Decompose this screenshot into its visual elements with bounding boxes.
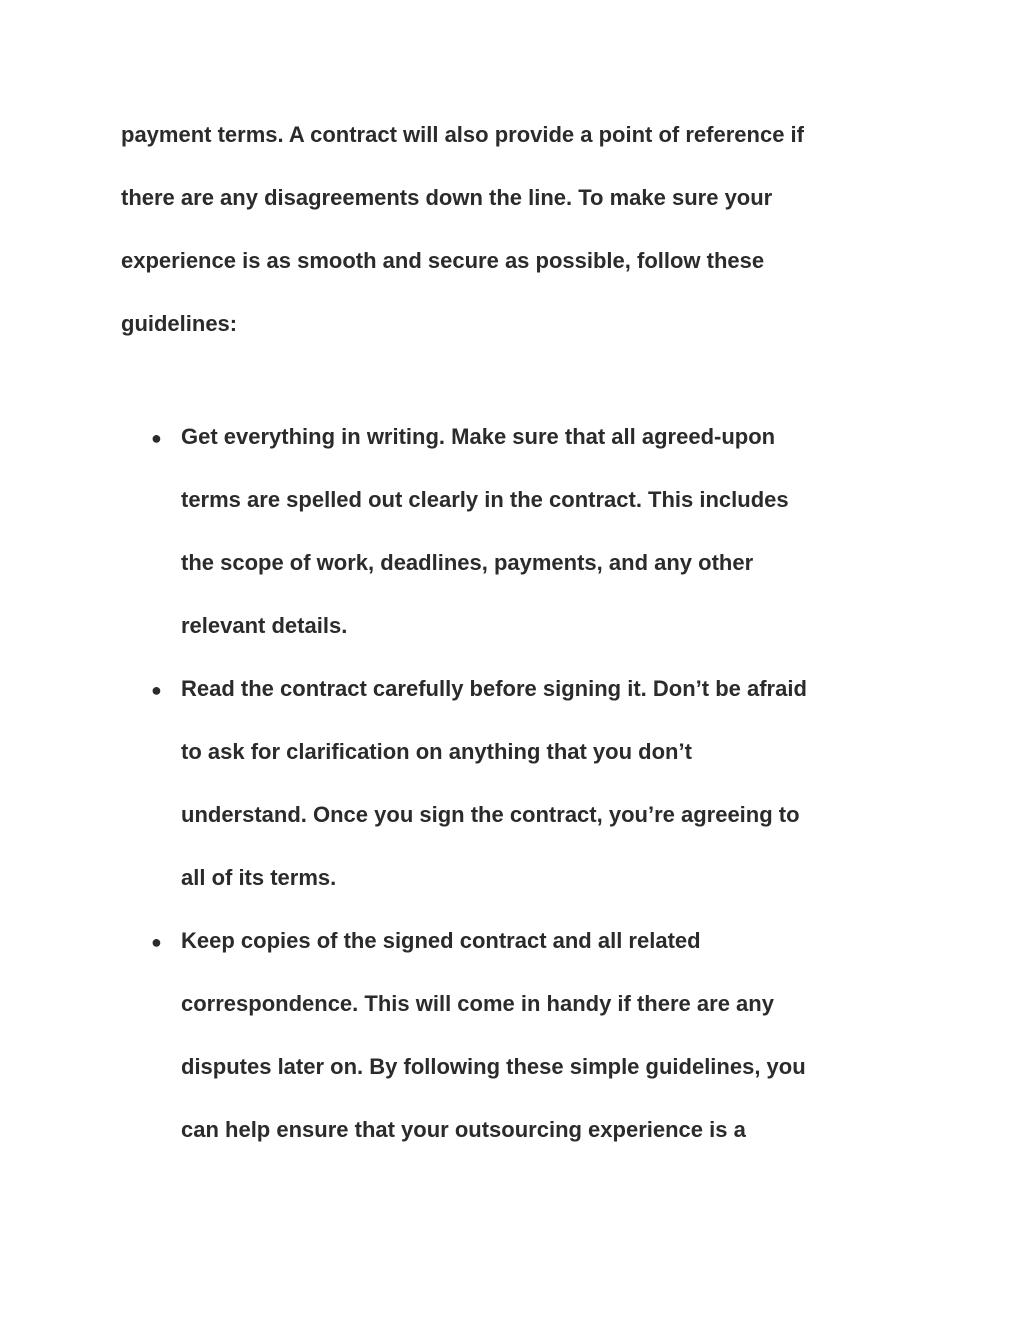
list-item-line: all of its terms. [181, 865, 337, 890]
list-item-line: terms are spelled out clearly in the contract. This includes [181, 487, 789, 512]
paragraph-line: experience is as smooth and secure as possible, follow these [121, 248, 765, 273]
list-item-line: can help ensure that your outsourcing experience is a [181, 1117, 746, 1142]
bullet-marker: ● [151, 428, 162, 448]
list-item-line: Keep copies of the signed contract and all related [181, 928, 701, 953]
bullet-marker: ● [151, 680, 162, 700]
list-item-line: disputes later on. By following these simple guidelines, you [181, 1054, 806, 1079]
list-item-line: relevant details. [181, 613, 348, 638]
paragraph-line: there are any disagreements down the line. To make sure your [121, 185, 773, 210]
list-item-line: Get everything in writing. Make sure that all agreed-upon [181, 424, 776, 449]
list-item-line: correspondence. This will come in handy if there are any [181, 991, 774, 1016]
list-item-line: to ask for clarification on anything that you don’t [181, 739, 692, 764]
bullet-marker: ● [151, 932, 162, 952]
list-item-line: Read the contract carefully before signing it. Don’t be afraid [181, 676, 807, 701]
paragraph-line: payment terms. A contract will also provide a point of reference if [121, 122, 804, 147]
paragraph-line: guidelines: [121, 311, 238, 336]
list-item-line: the scope of work, deadlines, payments, and any other [181, 550, 754, 575]
list-item-line: understand. Once you sign the contract, you’re agreeing to [181, 802, 800, 827]
